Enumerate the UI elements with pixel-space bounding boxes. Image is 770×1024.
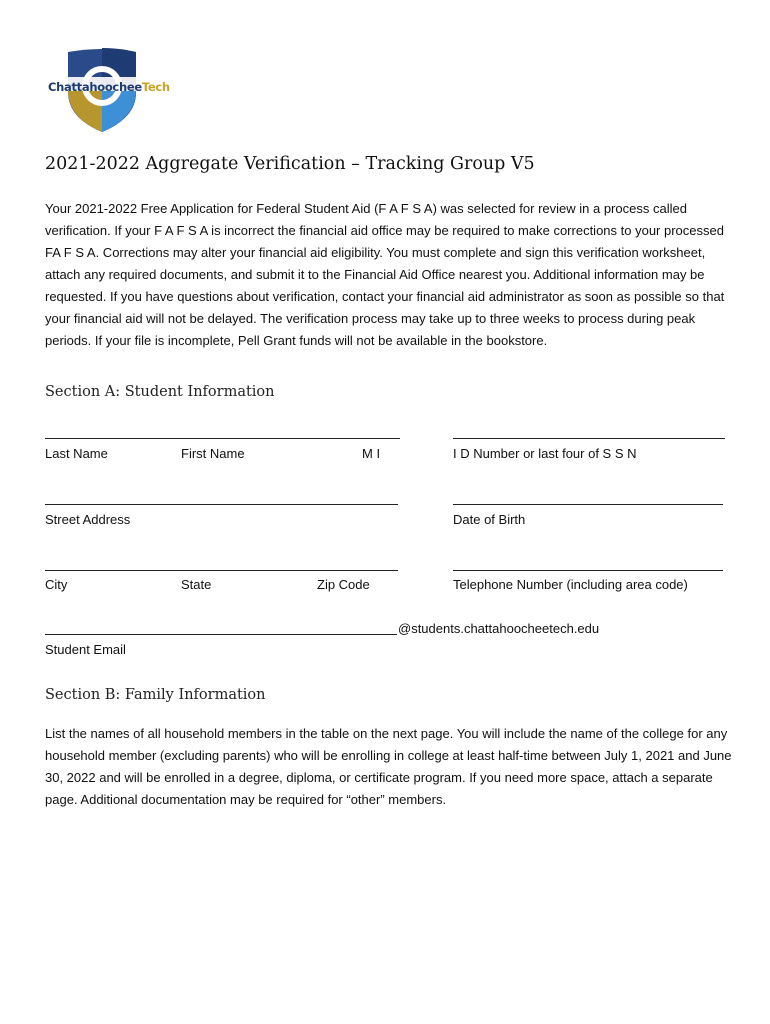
logo-text-part2: Tech [141,80,170,94]
dob-label: Date of Birth [453,512,526,527]
page-title: 2021-2022 Aggregate Verification – Tracking Group V5 [45,154,535,174]
phone-label: Telephone Number (including area code) [453,577,688,592]
first-name-label: First Name [181,446,245,461]
dob-field-line[interactable] [453,504,723,505]
logo-wordmark [48,80,170,94]
id-number-label: I D Number or last four of S S N [453,446,637,461]
email-field-line[interactable] [45,634,397,635]
school-logo [46,46,170,134]
mi-label: M I [362,446,381,461]
state-label: State [181,577,212,592]
street-address-field-line[interactable] [45,504,398,505]
section-a-heading: Section A: Student Information [45,384,275,400]
name-field-line[interactable] [45,438,400,439]
section-b-heading: Section B: Family Information [45,687,266,703]
section-b-paragraph: List the names of all household members in the table on the next page. You will include the name of the college for any household member (excluding parents) who will be enrolling in college at least half-time between July 1, 2021 and June 30, 2022 and will be enrolled in a degree, diploma, or certificate program. If you need more space, attach a separate page. Additional documentation may be required for “other” members. [45,726,732,807]
last-name-label: Last Name [45,446,108,461]
phone-field-line[interactable] [453,570,723,571]
city-state-zip-field-line[interactable] [45,570,398,571]
city-label: City [45,577,68,592]
street-address-label: Street Address [45,512,131,527]
email-domain-text: @students.chattahoocheetech.edu [398,621,600,636]
zip-code-label: Zip Code [317,577,370,592]
intro-paragraph: Your 2021-2022 Free Application for Federal Student Aid (F A F S A) was selected for review in a process called verification. If your F A F S A is incorrect the financial aid office may be required to make corrections to your processed FA F S A. Corrections may alter your financial aid eligibility. You must complete and sign this verification worksheet, attach any required documents, and submit it to the Financial Aid Office nearest you. Additional information may be requested. If you have questions about verification, contact your financial aid administrator as soon as possible so that your financial aid will not be delayed. The verification process may take up to three weeks to process during peak periods. If your file is incomplete, Pell Grant funds will not be available in the bookstore. [45,201,725,348]
logo-text-part1: Chattahoochee [48,80,142,94]
id-number-field-line[interactable] [453,438,725,439]
student-email-label: Student Email [45,642,126,657]
